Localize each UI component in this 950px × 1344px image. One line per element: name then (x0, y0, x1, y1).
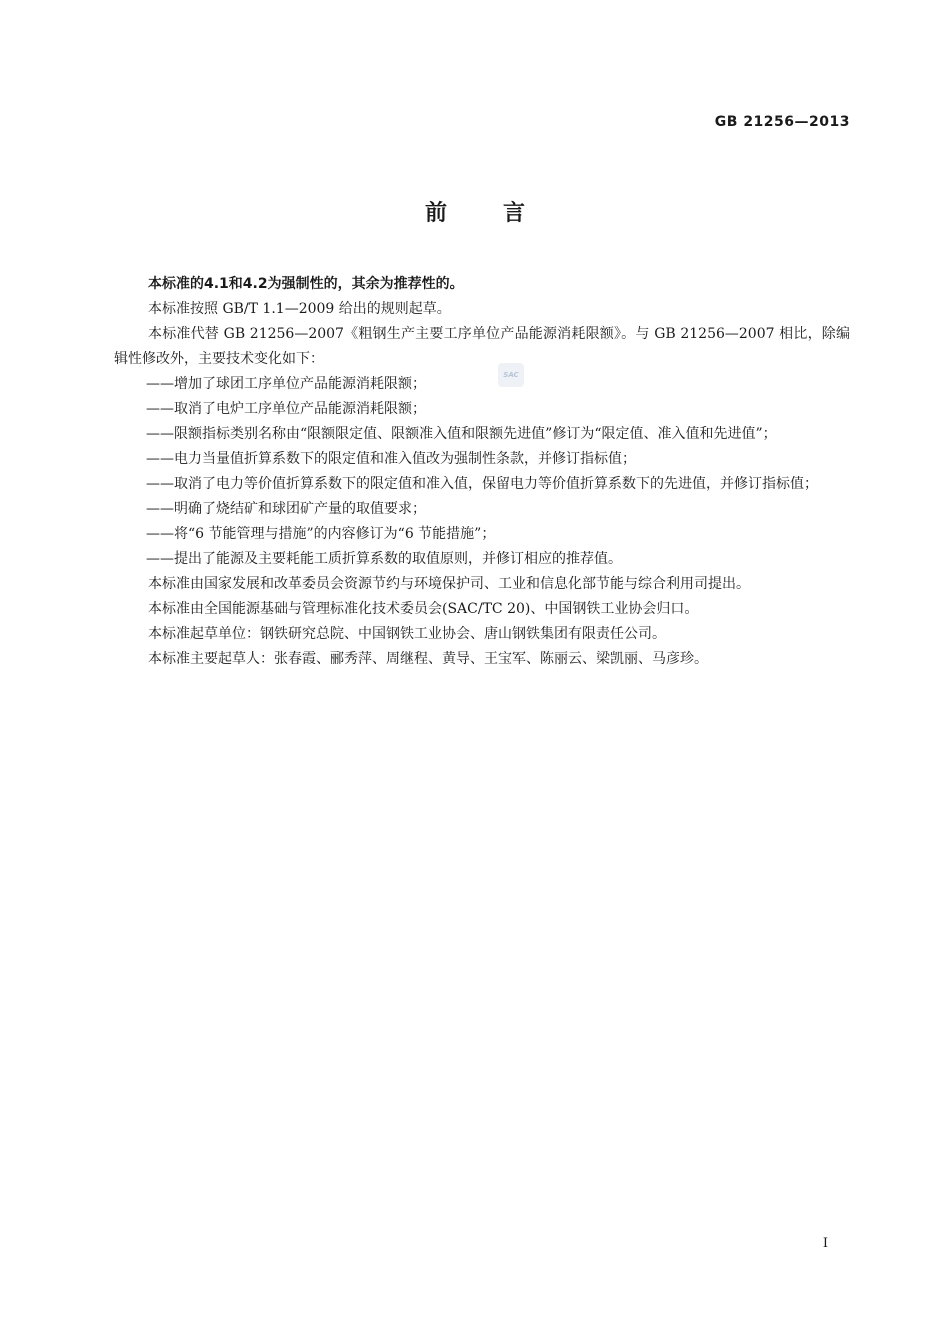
drafting-units-paragraph: 本标准起草单位：钢铁研究总院、中国钢铁工业协会、唐山钢铁集团有限责任公司。 (148, 626, 666, 642)
change-item: ——取消了电力等价值折算系数下的限定值和准入值，保留电力等价值折算系数下的先进值，并修订指标值； (146, 476, 818, 492)
administered-by-paragraph: 本标准由全国能源基础与管理标准化技术委员会(SAC/TC 20)、中国钢铁工业协会归口。 (148, 601, 699, 617)
change-item: ——限额指标类别名称由“限额限定值、限额准入值和限额先进值”修订为“限定值、准入值和先进值”； (146, 426, 777, 442)
drafting-rules-paragraph: 本标准按照 GB/T 1.1—2009 给出的规则起草。 (148, 301, 451, 317)
change-item: ——电力当量值折算系数下的限定值和准入值改为强制性条款，并修订指标值； (146, 451, 636, 467)
change-item: ——提出了能源及主要耗能工质折算系数的取值原则，并修订相应的推荐值。 (146, 551, 622, 567)
change-item: ——取消了电炉工序单位产品能源消耗限额； (146, 401, 426, 417)
change-item: ——明确了烧结矿和球团矿产量的取值要求； (146, 501, 426, 517)
drafters-paragraph: 本标准主要起草人：张春霞、郦秀萍、周继程、黄导、王宝军、陈丽云、梁凯丽、马彦珍。 (148, 651, 708, 667)
page-title: 前言 (424, 201, 581, 226)
change-item: ——增加了球团工序单位产品能源消耗限额； (146, 376, 426, 392)
proposed-by-paragraph: 本标准由国家发展和改革委员会资源节约与环境保护司、工业和信息化部节能与综合利用司提出。 (148, 576, 750, 592)
change-item: ——将“6 节能管理与措施”的内容修订为“6 节能措施”； (146, 526, 496, 542)
sac-watermark: SAC (498, 363, 524, 387)
page-number: I (822, 1236, 828, 1251)
mandatory-statement: 本标准的4.1和4.2为强制性的，其余为推荐性的。 (148, 276, 464, 292)
standard-code: GB 21256—2013 (714, 114, 850, 130)
foreword-body (114, 272, 850, 672)
replaces-paragraph: 本标准代替 GB 21256—2007《粗钢生产主要工序单位产品能源消耗限额》。与 GB 21256—2007 相比，除编辑性修改外，主要技术变化如下： (114, 326, 850, 367)
